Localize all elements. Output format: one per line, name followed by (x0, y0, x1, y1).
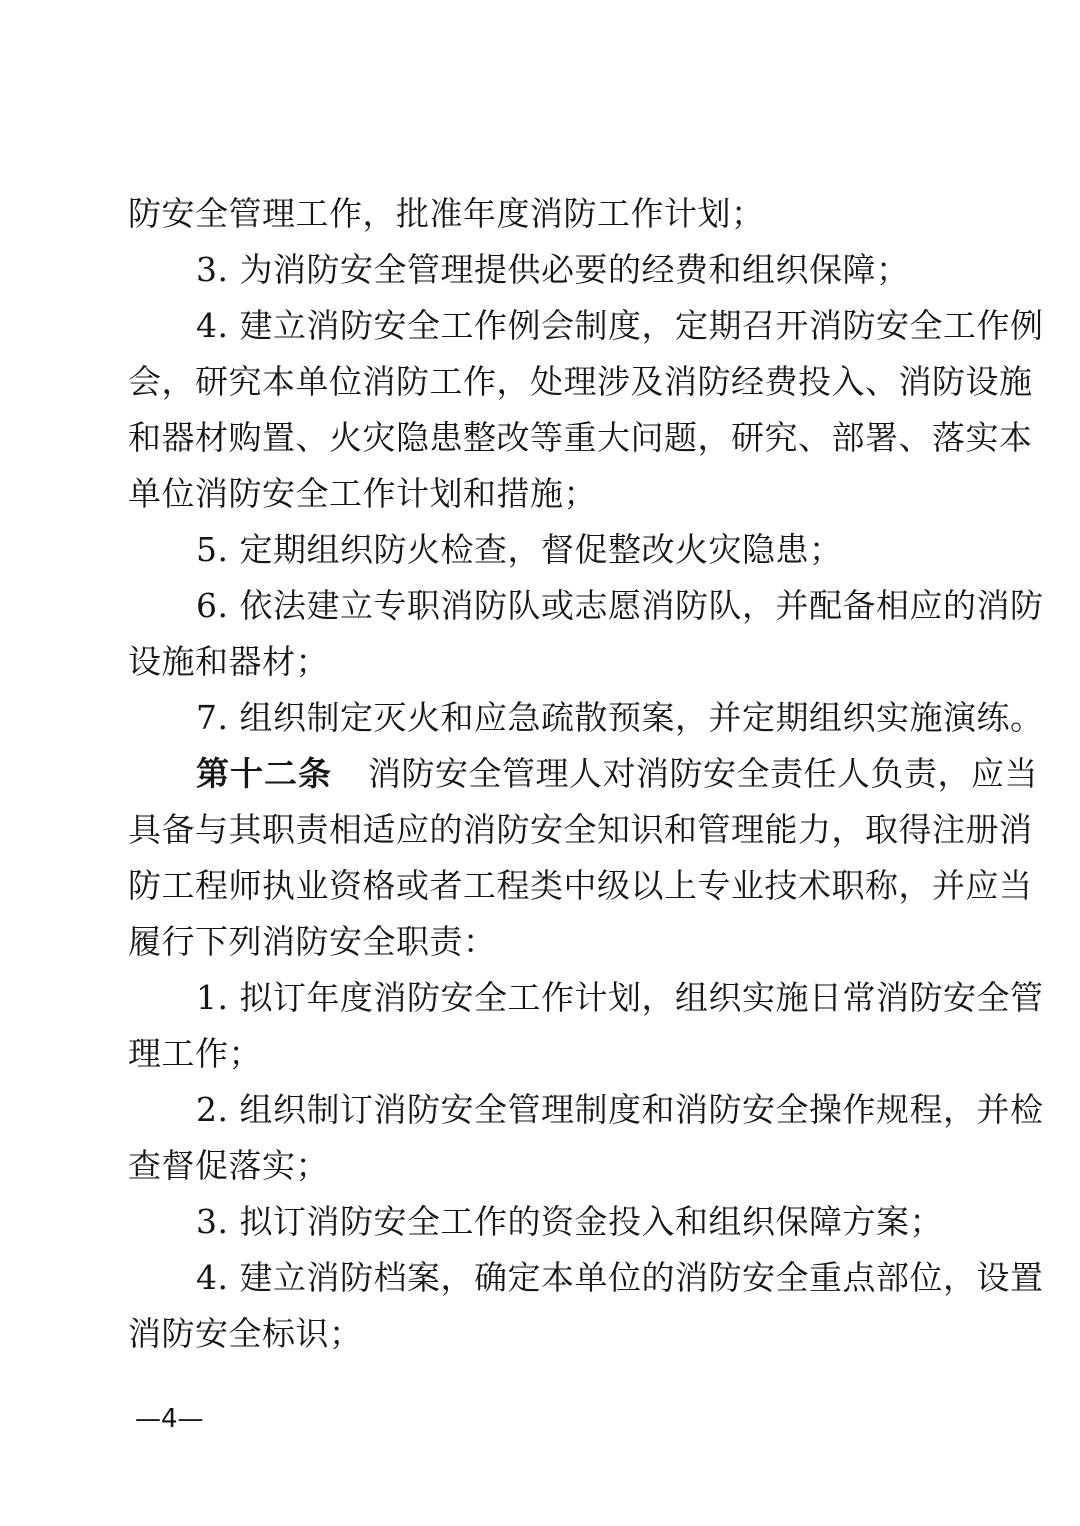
text-line (128, 1082, 1044, 1138)
document-body (128, 186, 1044, 1362)
text-line (128, 466, 952, 522)
line-text: 理工作； (128, 1034, 262, 1073)
text-line (128, 858, 1033, 914)
line-text: 3. 拟订消防安全工作的资金投入和组织保障方案； (196, 1202, 943, 1241)
text-line (128, 578, 1044, 634)
text-line (128, 634, 952, 690)
text-line (128, 354, 1033, 410)
line-text: 4. 建立消防档案，确定本单位的消防安全重点部位，设置 (196, 1258, 1044, 1297)
line-text: 1. 拟订年度消防安全工作计划，组织实施日常消防安全管 (196, 978, 1044, 1017)
line-text: 6. 依法建立专职消防队或志愿消防队，并配备相应的消防 (196, 586, 1044, 625)
line-text: 防安全管理工作，批准年度消防工作计划； (128, 194, 765, 233)
line-text: 3. 为消防安全管理提供必要的经费和组织保障； (196, 250, 910, 289)
text-line (128, 690, 1044, 746)
line-text: 7. 组织制定灭火和应急疏散预案，并定期组织实施演练。 (196, 698, 1044, 737)
text-line (128, 914, 952, 970)
article-heading-line (128, 746, 1038, 802)
line-text: 消防安全标识； (128, 1314, 363, 1353)
text-line (128, 522, 952, 578)
line-text: 防工程师执业资格或者工程类中级以上专业技术职称，并应当 (128, 866, 1033, 905)
line-text: 和器材购置、火灾隐患整改等重大问题，研究、部署、落实本 (128, 418, 1033, 457)
text-line (128, 1194, 952, 1250)
line-text: 履行下列消防安全职责： (128, 922, 497, 961)
line-text: 5. 定期组织防火检查，督促整改火灾隐患； (196, 530, 843, 569)
line-text: 单位消防安全工作计划和措施； (128, 474, 597, 513)
text-line (128, 186, 952, 242)
page-number: —4— (135, 1404, 204, 1434)
line-text: 设施和器材； (128, 642, 329, 681)
line-text: 具备与其职责相适应的消防安全知识和管理能力，取得注册消 (128, 810, 1033, 849)
line-text: 查督促落实； (128, 1146, 329, 1185)
text-line (128, 1250, 1044, 1306)
text-line (128, 1026, 952, 1082)
line-text: 2. 组织制订消防安全管理制度和消防安全操作规程，并检 (196, 1090, 1044, 1129)
article-number: 第十二条 (196, 754, 332, 793)
text-line (128, 802, 1033, 858)
text-line (128, 242, 952, 298)
line-text: 消防安全管理人对消防安全责任人负责，应当 (368, 754, 1038, 793)
line-text: 会，研究本单位消防工作，处理涉及消防经费投入、消防设施 (128, 362, 1033, 401)
text-line (128, 970, 1044, 1026)
text-line (128, 410, 1033, 466)
text-line (128, 1138, 952, 1194)
line-text: 4. 建立消防安全工作例会制度，定期召开消防安全工作例 (196, 306, 1044, 345)
text-line (128, 1306, 952, 1362)
text-line (128, 298, 1044, 354)
